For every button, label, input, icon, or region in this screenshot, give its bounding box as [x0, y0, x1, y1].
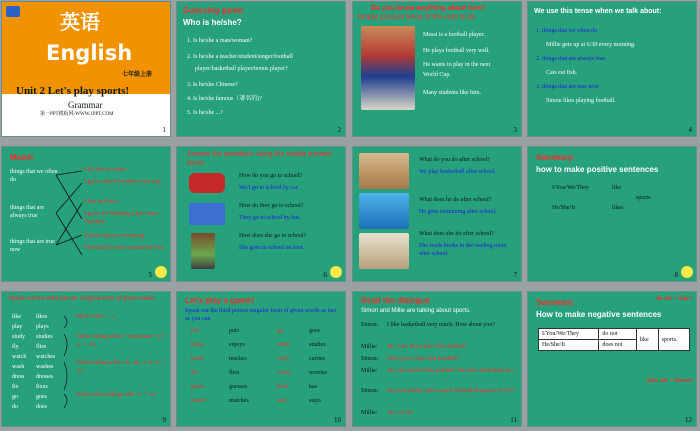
- verb-base: like: [12, 314, 21, 320]
- slide-thumbnail-10[interactable]: [176, 291, 346, 427]
- cover-grade: 七年级上册: [122, 72, 153, 78]
- slide-thumbnail-5[interactable]: [1, 146, 171, 282]
- cover-site: 第一PPT模板网-WWW.1PPT.COM: [40, 112, 114, 117]
- slide-number: 10: [334, 416, 341, 424]
- game-word: enjoy: [191, 342, 205, 348]
- question: What do you do after school?: [419, 157, 490, 163]
- subject-label: I/You/We/They: [552, 185, 589, 191]
- question-line: 2. Is he/she a teacher/student/singer/football: [187, 54, 293, 60]
- slide-heading: Read the dialogue: [361, 296, 430, 305]
- game-answer: guesses: [229, 384, 248, 390]
- cover-series: 英语: [60, 10, 100, 34]
- rule-text: Verbs ending with a "consonant + y": -y + -ies: [76, 334, 166, 348]
- verb-base: play: [12, 324, 23, 330]
- slide-number: 6: [323, 271, 327, 279]
- verb-base: go: [12, 394, 18, 400]
- category-label: things that we often do: [10, 169, 58, 183]
- question-line: 4. Is he/she famous（著名的)?: [187, 96, 262, 102]
- dialogue-line: Do your family often watch basketball games on TV?: [387, 388, 515, 394]
- dialogue-line: Yes, I do. But I don't like football.: [387, 344, 468, 350]
- example-line: Cats eat fish.: [546, 70, 578, 76]
- slide-thumbnail-7[interactable]: [352, 146, 522, 282]
- verb-third-person: washes: [36, 364, 54, 370]
- game-word: teach: [191, 356, 204, 362]
- game-word: worry: [277, 370, 292, 376]
- rule-text: Some verbs ending with -o: + -es: [76, 392, 156, 398]
- game-answer: teaches: [229, 356, 247, 362]
- game-answer: stays: [309, 398, 321, 404]
- subject-cell: I/You/We/They: [539, 329, 599, 340]
- speaker: Simon:: [361, 322, 379, 328]
- game-word: guess: [191, 384, 205, 390]
- game-word: fly: [191, 370, 198, 376]
- slide-thumbnail-11[interactable]: [352, 291, 522, 427]
- walking-girl-image: [191, 233, 215, 269]
- slide-heading: Speak out the third person singular form of given words: [8, 296, 156, 302]
- slide-subheading: Simon and Millie are talking about sports.: [361, 308, 471, 314]
- answer: We/I go to school by car.: [239, 185, 299, 191]
- slide-thumbnail-1[interactable]: [1, 1, 171, 137]
- category-label: things that are true now: [10, 239, 55, 253]
- speaker: Simon:: [361, 388, 379, 394]
- slide-thumbnail-9[interactable]: [1, 291, 171, 427]
- game-answer: studies: [309, 342, 326, 348]
- slide-number: 8: [674, 271, 678, 279]
- verb-label: likes: [612, 205, 624, 211]
- car-image: [189, 173, 225, 193]
- verb-base: fix: [12, 384, 19, 390]
- slide-number: 7: [513, 271, 517, 279]
- match-lines: [54, 167, 84, 277]
- contraction-note: do not = don't: [656, 296, 692, 302]
- rule-text: Verbs ending with -ch, -sh, -s or -x: + -es: [76, 360, 167, 374]
- question: How does she go to school?: [239, 233, 307, 239]
- negative-table: [538, 328, 690, 351]
- verb-third-person: studies: [36, 334, 53, 340]
- speaker: Millie:: [361, 410, 378, 416]
- question: How do they go to school?: [239, 203, 304, 209]
- slide-thumbnail-8[interactable]: [527, 146, 697, 282]
- question-line: 3. Is he/she Chinese?: [187, 82, 238, 88]
- game-answer: carries: [309, 356, 325, 362]
- answer: We play basketball after school.: [419, 169, 496, 175]
- verb-label: like: [612, 185, 621, 191]
- verb-base: watch: [12, 354, 27, 360]
- basketball-image: [359, 153, 409, 189]
- swimming-image: [359, 193, 409, 229]
- subject-cell: He/She/It: [539, 340, 599, 351]
- aux-cell: do not: [599, 329, 636, 340]
- fact-line: World Cup.: [423, 72, 451, 78]
- verb-third-person: does: [36, 404, 47, 410]
- fact-line: Messi is a football player.: [423, 32, 485, 38]
- slide-number: 11: [510, 416, 517, 424]
- usage-item: 1. things that we often do: [536, 28, 597, 34]
- slide-heading: Summary:: [536, 153, 576, 162]
- answer: He goes swimming after school.: [419, 209, 497, 215]
- verb-base: fly: [12, 344, 19, 350]
- statement: Fish live in water.: [84, 167, 127, 173]
- fact-line: He plays football very well.: [423, 48, 490, 54]
- statement: I go to the Reading Club every Tuesday.: [84, 211, 158, 225]
- cover-english: English: [46, 41, 133, 65]
- slide-thumbnail-12[interactable]: [527, 291, 697, 427]
- fact-line: He wants to play in the next: [423, 62, 491, 68]
- slide-thumbnail-4[interactable]: [527, 1, 697, 137]
- speaker: Simon:: [361, 356, 379, 362]
- cover-subtitle: Grammar: [68, 100, 103, 110]
- slide-number: 1: [162, 126, 166, 134]
- slide-thumbnail-3[interactable]: [352, 1, 522, 137]
- slide-number: 3: [513, 126, 517, 134]
- question: What does she do after school?: [419, 231, 494, 237]
- dialogue-line: Yes, we do.: [387, 410, 414, 416]
- category-label: things that are always true: [10, 205, 44, 219]
- verb-base: do: [12, 404, 18, 410]
- example-line: Millie gets up at 6:30 every morning.: [546, 42, 636, 48]
- cap-icon: [681, 266, 693, 278]
- game-answer: worries: [309, 370, 327, 376]
- verb-base: dress: [12, 374, 25, 380]
- fact-line: Many students like him.: [423, 90, 481, 96]
- slide-number: 12: [685, 416, 692, 424]
- usage-item: 2. things that are always true: [536, 56, 605, 62]
- game-answer: enjoys: [229, 342, 245, 348]
- slide-heading: Summary:: [536, 298, 576, 307]
- statement: I go to school by bike every day.: [84, 179, 163, 185]
- slide-heading: We use this tense when we talk about:: [534, 8, 662, 15]
- slide-number: 2: [337, 126, 341, 134]
- question: What does he do after school?: [419, 197, 492, 203]
- slide-heading: Answer the questions using the simple present tense: [187, 151, 332, 167]
- example-line: Simon likes playing football.: [546, 98, 616, 104]
- object-cell: sports.: [658, 329, 689, 351]
- game-word: carry: [277, 356, 290, 362]
- aux-cell: does not: [599, 340, 636, 351]
- game-answer: has: [309, 384, 317, 390]
- answer: She goes to school on foot.: [239, 245, 304, 251]
- cap-icon: [155, 266, 167, 278]
- slide-heading: Do you know anything about him?: [371, 5, 486, 12]
- slide-number: 5: [148, 271, 152, 279]
- game-word: have: [277, 384, 289, 390]
- bus-image: [189, 203, 225, 225]
- game-word: put: [191, 328, 199, 334]
- slide-subheading: Simple present tense of the verb to do: [357, 14, 476, 21]
- slide-subheading: How to make negative sentences: [536, 310, 662, 319]
- verb-third-person: fixes: [36, 384, 48, 390]
- contraction-note: does not = doesn't: [647, 378, 693, 384]
- cover-unit: Unit 2 Let's play sports!: [16, 85, 130, 97]
- slide-number: 9: [162, 416, 166, 424]
- question-line: player/basketball player/tennis player?: [195, 66, 288, 72]
- dialogue-line: No, she doesn't like football. She likes basketball too.: [387, 368, 515, 374]
- verb-third-person: watches: [36, 354, 56, 360]
- object-label: sports.: [636, 195, 652, 201]
- question-line: 1. Is he/she a man/woman?: [187, 38, 253, 44]
- speaker: Millie:: [361, 368, 378, 374]
- verb-base: study: [12, 334, 26, 340]
- game-word: go: [277, 328, 283, 334]
- game-word: match: [191, 398, 206, 404]
- usage-item: 3. things that are true now: [536, 84, 599, 90]
- reading-image: [359, 233, 409, 269]
- subject-label: He/She/It: [552, 205, 575, 211]
- game-answer: flies: [229, 370, 240, 376]
- verb-cell: like: [636, 329, 658, 351]
- rule-braces: [62, 314, 76, 424]
- rule-text: Most verbs: + -s: [76, 314, 116, 320]
- slide-subheading: how to make positive sentences: [536, 165, 659, 174]
- game-answer: puts: [229, 328, 240, 334]
- game-word: study: [277, 342, 291, 348]
- game-answer: matches: [229, 398, 249, 404]
- player-photo: [361, 26, 415, 110]
- dialogue-line: Does your sister like football?: [387, 356, 460, 362]
- slide-subheading: Who is he/she?: [183, 18, 242, 27]
- slide-heading: Let's play a game!: [185, 296, 255, 305]
- slide-heading: Guessing game:: [183, 6, 246, 15]
- verb-third-person: likes: [36, 314, 48, 320]
- speaker: Millie:: [361, 344, 378, 350]
- verb-third-person: flies: [36, 344, 47, 350]
- dialogue-line: I like basketball very much. How about you?: [387, 322, 495, 328]
- verb-third-person: plays: [36, 324, 49, 330]
- slide-number: 4: [688, 126, 692, 134]
- game-instructions: Speak out the third person singular form of given words as fast as you can: [185, 308, 337, 322]
- answer: She reads books in the reading room after school.: [419, 243, 507, 257]
- question: How do you go to school?: [239, 173, 303, 179]
- cap-icon: [330, 266, 342, 278]
- statement: The Earth travels around the Sun.: [84, 245, 165, 251]
- slide-thumbnail-6[interactable]: [176, 146, 346, 282]
- answer: They go to school by bus.: [239, 215, 301, 221]
- game-answer: goes: [309, 328, 320, 334]
- book-icon: [6, 6, 20, 17]
- slide-heading: Match: [10, 153, 34, 162]
- verb-third-person: goes: [36, 394, 47, 400]
- question-line: 5. Is he/she ...?: [187, 110, 223, 116]
- slide-thumbnail-2[interactable]: [176, 1, 346, 137]
- verb-base: wash: [12, 364, 25, 370]
- game-word: stay: [277, 398, 287, 404]
- verb-third-person: dresses: [36, 374, 54, 380]
- statement: I live in Wuxi.: [84, 199, 119, 205]
- statement: Daniel enjoys swimming.: [84, 233, 146, 239]
